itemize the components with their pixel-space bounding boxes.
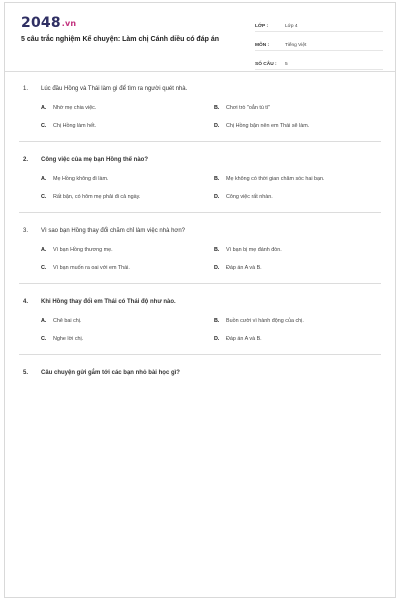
question-number: 5. [23,370,29,376]
question-text [5,296,395,308]
option-letter: A. [41,247,47,253]
option-letter: D. [214,194,220,200]
option-text: Chê bai chị. [53,318,82,324]
question-text [5,83,395,95]
question-text [5,367,395,379]
meta-value: Lớp 4 [285,24,298,29]
option-text: Buồn cười vì hành động của chị. [226,318,304,324]
answer-options [5,318,395,342]
answer-options [5,105,395,129]
option-letter: A. [41,105,47,111]
answer-option-a[interactable] [41,105,214,111]
option-text: Nghe lời chị. [53,336,84,342]
document-meta [255,16,383,73]
option-letter: C. [41,194,47,200]
question-number: 2. [23,157,29,163]
question-text [5,154,395,166]
question-number: 4. [23,299,29,305]
question-2 [5,154,395,200]
answer-option-c[interactable] [41,265,214,271]
question-5 [5,367,395,379]
option-text: Vì bạn muốn ra oai với em Thái. [53,265,130,271]
option-letter: A. [41,176,47,182]
question-4 [5,296,395,342]
question-1 [5,83,395,129]
option-letter: A. [41,318,47,324]
option-text: Công việc rất nhàn. [226,194,273,200]
option-text: Chị Hồng làm hết. [53,123,97,129]
meta-row-socau [255,54,383,70]
site-logo[interactable] [21,15,76,31]
answer-option-d[interactable] [214,194,387,200]
question-list [5,83,395,379]
answer-option-b[interactable] [214,318,387,324]
answer-option-d[interactable] [214,265,387,271]
answer-option-a[interactable] [41,247,214,253]
option-text: Chơi trò "oẳn tù tì" [226,105,271,111]
option-letter: B. [214,318,220,324]
question-stem: Vì sao bạn Hồng thay đổi chăm chỉ làm việc nhà hơn? [41,228,186,234]
answer-option-c[interactable] [41,194,214,200]
logo-suffix: .vn [61,19,77,28]
divider [19,141,381,142]
option-letter: C. [41,336,47,342]
option-letter: D. [214,265,220,271]
option-text: Chị Hồng bận nên em Thái sẽ làm. [226,123,310,129]
option-text: Nhờ mẹ chia việc. [53,105,97,111]
document-header [5,3,395,72]
answer-option-b[interactable] [214,247,387,253]
answer-options [5,247,395,271]
meta-value: 5 [285,62,288,67]
meta-value: Tiếng Việt [285,43,307,48]
question-stem: Công việc của mẹ bạn Hồng thế nào? [41,157,149,163]
question-number: 1. [23,86,29,92]
document-page [4,2,396,598]
answer-option-a[interactable] [41,318,214,324]
answer-option-b[interactable] [214,105,387,111]
question-stem: Lúc đầu Hồng và Thái làm gì để tìm ra người quét nhà. [41,86,188,92]
question-number: 3. [23,228,29,234]
answer-option-d[interactable] [214,336,387,342]
logo-text: 2048 [21,15,61,31]
option-letter: C. [41,265,47,271]
answer-option-b[interactable] [214,176,387,182]
option-text: Vì bạn Hồng thương mẹ. [53,247,113,253]
option-letter: D. [214,123,220,129]
option-text: Đáp án A và B. [226,265,262,271]
meta-row-lop [255,16,383,32]
meta-label: LỚP : [255,24,269,29]
option-letter: B. [214,105,220,111]
question-text [5,225,395,237]
divider [19,212,381,213]
option-text: Mẹ Hồng không đi làm. [53,176,109,182]
divider [19,283,381,284]
answer-option-c[interactable] [41,336,214,342]
option-text: Rất bận, có hôm mẹ phải đi cả ngày. [53,194,141,200]
option-text: Mẹ không có thời gian chăm sóc hai bạn. [226,176,325,182]
answer-option-d[interactable] [214,123,387,129]
question-stem: Câu chuyện gửi gắm tới các bạn nhỏ bài học gì? [41,370,180,376]
option-text: Đáp án A và B. [226,336,262,342]
option-letter: D. [214,336,220,342]
answer-options [5,176,395,200]
divider [19,354,381,355]
question-3 [5,225,395,271]
option-text: Vì bạn bị mẹ đánh đòn. [226,247,282,253]
meta-label: MÔN : [255,43,270,48]
document-title: 5 câu trắc nghiệm Kể chuyện: Làm chị Cánh diều có đáp án [21,36,219,43]
meta-row-mon [255,35,383,51]
option-letter: B. [214,247,220,253]
option-letter: C. [41,123,47,129]
option-letter: B. [214,176,220,182]
question-stem: Khi Hồng thay đổi em Thái có Thái độ như nào. [41,299,176,305]
answer-option-a[interactable] [41,176,214,182]
answer-option-c[interactable] [41,123,214,129]
meta-label: SỐ CÂU : [255,62,277,67]
